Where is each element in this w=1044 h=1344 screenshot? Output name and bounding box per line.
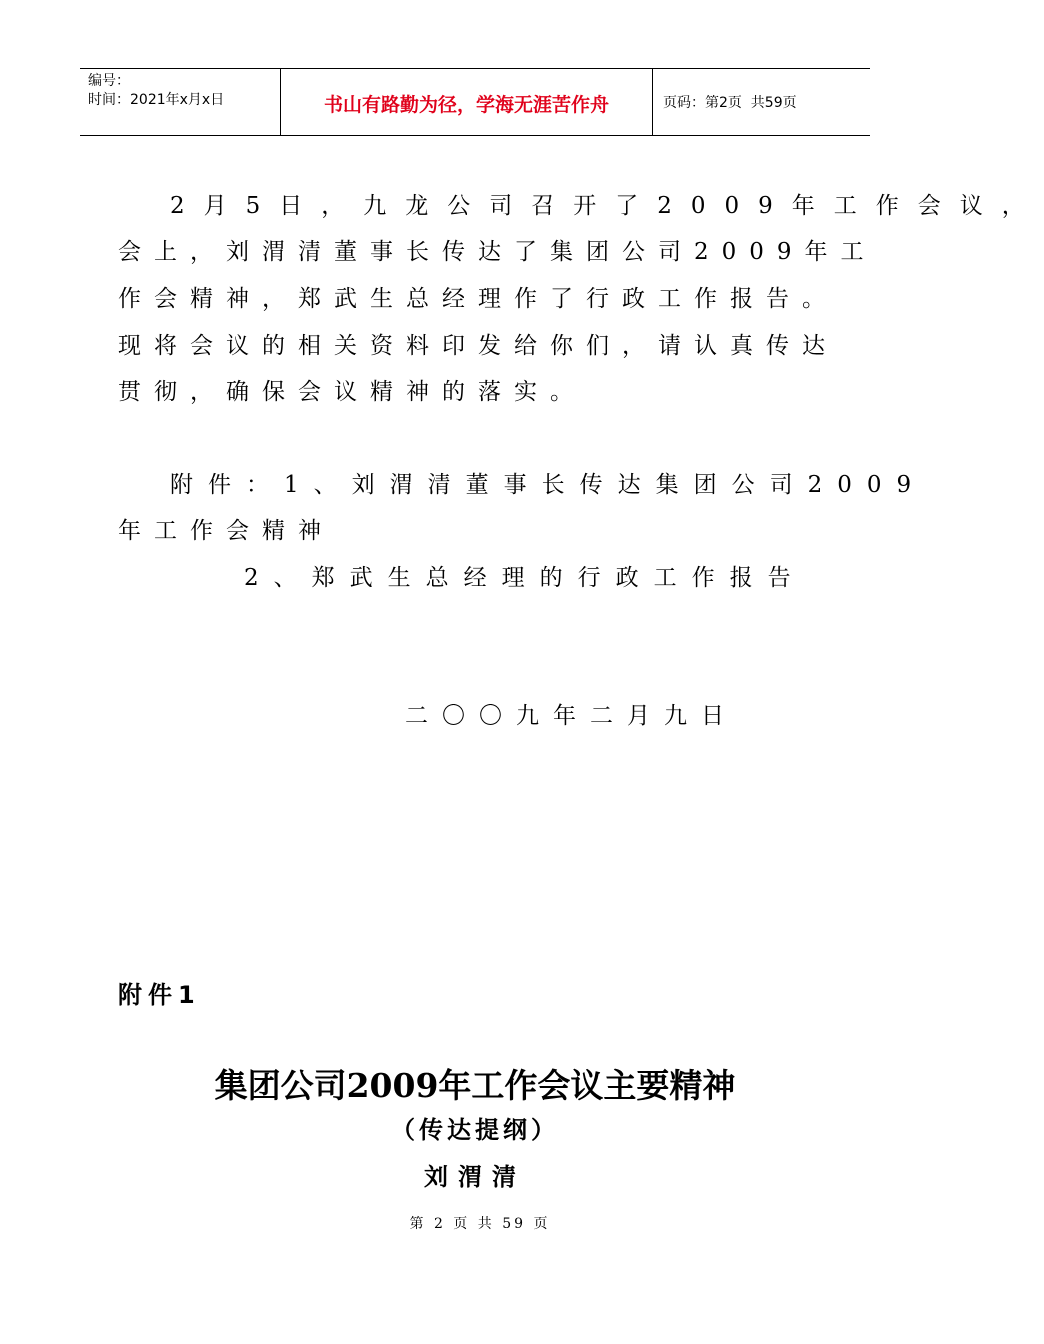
- body-line: 现将会议的相关资料印发给你们，请认真传达: [118, 333, 838, 359]
- header-time: 时间：2021年x月x日: [88, 92, 225, 108]
- body-line: 会上，刘渭清董事长传达了集团公司2009年工: [118, 239, 877, 265]
- header-page-info: [653, 69, 870, 135]
- attachment-label: 附件1: [118, 981, 201, 1009]
- attachment-line: 附件：1、刘渭清董事长传达集团公司2009: [170, 472, 927, 498]
- document-date: 二〇〇九年二月九日: [405, 703, 738, 729]
- body-line: 2月5日，九龙公司召开了2009年工作会议，: [170, 193, 1044, 219]
- attachment-author: 刘渭清: [424, 1163, 526, 1191]
- attachment-subtitle: （传达提纲）: [391, 1116, 559, 1144]
- header-motto: 书山有路勤为径，学海无涯苦作舟: [281, 69, 653, 135]
- header-page-info-text: 页码：第2页 共59页: [663, 95, 797, 111]
- attachment-title: 集团公司2009年工作会议主要精神: [214, 1066, 736, 1105]
- attachment-line: 年工作会精神: [118, 518, 334, 544]
- header-meta: [80, 69, 281, 135]
- attachment-line: 2、郑武生总经理的行政工作报告: [244, 565, 806, 591]
- page-header: [80, 68, 870, 136]
- header-number: 编号：: [88, 73, 130, 89]
- page-footer: 第 2 页 共 59 页: [409, 1216, 551, 1232]
- body-line: 作会精神，郑武生总经理作了行政工作报告。: [118, 286, 838, 312]
- body-line: 贯彻，确保会议精神的落实。: [118, 379, 586, 405]
